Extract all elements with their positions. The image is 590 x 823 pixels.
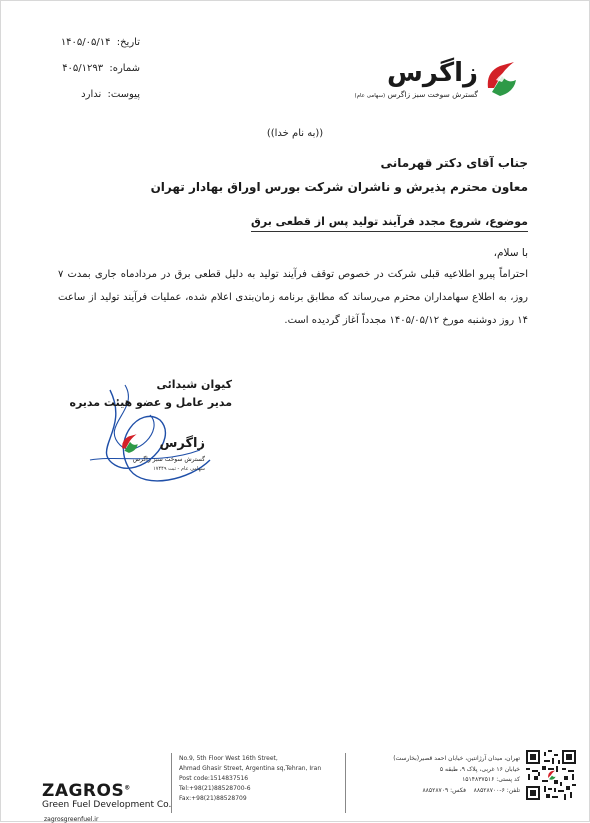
address-fa-line xyxy=(393,786,520,797)
stamp-logo-icon xyxy=(120,432,140,454)
address-fa-phone: تلفن: ۶-۸۸۵۲۸۷۰۰ xyxy=(473,786,520,794)
basmala: ((به نام خدا)) xyxy=(266,128,324,139)
recipient-name: جناب آقای دکتر قهرمانی xyxy=(380,156,528,170)
address-fa-line: خیابان ۱۶ غربی، پلاک ۹، طبقه ۵ xyxy=(439,765,520,773)
footer-address-fa xyxy=(393,754,520,796)
number-row xyxy=(50,56,140,82)
date-label: تاریخ: xyxy=(116,37,140,48)
footer-divider xyxy=(171,753,172,813)
address-en-line: Post code:1514837516 xyxy=(179,775,249,782)
stamp-brand: زاگرس xyxy=(159,436,205,451)
body-paragraph: احتراماً پیرو اطلاعیه قبلی شرکت در خصوص توقف فرآیند تولید به دلیل قطعی برق در مردادماه جاری بمدت ۷ روز، به اطلاع سهامداران محترم می‌رساند که مطابق برنامه زمان‌بندی اعلام شده، عملیات فرآیند تولید از ساعت ۱۴ روز دوشنبه مورخ ۱۴۰۵/۰۵/۱۲ مجدداً آغاز گردیده است. xyxy=(58,269,528,326)
header-tagline-suffix: (سهامی عام) xyxy=(354,93,386,99)
letter-meta xyxy=(50,30,140,108)
stamp-tagline: گسترش سوخت سبز زاگرس xyxy=(132,456,205,463)
address-en-line: No.9, 5th Floor West 16th Street, xyxy=(179,755,278,762)
letter-subject: موضوع، شروع مجدد فرآیند تولید پس از قطعی برق xyxy=(251,215,528,232)
address-en-line: Fax:+98(21)88528709 xyxy=(179,795,247,802)
header-brand-name: زاگرس xyxy=(386,58,478,88)
qr-code-icon xyxy=(526,750,576,800)
number-label: شماره: xyxy=(109,63,140,74)
address-en-line: Tel:+98(21)88528700-6 xyxy=(179,785,251,792)
header-logo xyxy=(354,58,520,106)
footer-divider xyxy=(345,753,346,813)
address-fa-line: تهران، میدان آرژانتین، خیابان احمد قصیر(بخارست) xyxy=(393,755,520,762)
footer-company-name-text: ZAGROS xyxy=(42,781,125,801)
header-tagline xyxy=(354,90,478,99)
stamp-registration: سهامی عام - ثبت ۱۷۴۴۹ xyxy=(153,466,205,472)
recipient-title: معاون محترم پذیرش و ناشران شرکت بورس اوراق بهادار تهران xyxy=(150,180,528,194)
signature-block xyxy=(70,370,250,500)
attachment-row xyxy=(50,82,140,108)
footer-address-en xyxy=(179,754,321,804)
signatory-title: مدیر عامل و عضو هیئت مدیره xyxy=(69,396,232,409)
address-fa-line: کد پستی: ۱۵۱۴۸۳۷۵۱۶ xyxy=(462,776,520,783)
number-value: ۴۰۵/۱۲۹۳ xyxy=(62,63,104,74)
header-tagline-text: گسترش سوخت سبز زاگرس xyxy=(387,90,478,99)
letter-footer xyxy=(0,745,590,822)
footer-company-name xyxy=(42,781,171,801)
signatory-name: کیوان شیدائی xyxy=(156,378,232,391)
date-value: ۱۴۰۵/۰۵/۱۴ xyxy=(60,37,111,48)
attachment-value: ندارد xyxy=(81,89,102,100)
address-fa-fax: فکس: ۸۸۵۲۸۷۰۹ xyxy=(422,786,466,794)
address-en-line: Ahmad Ghasir Street, Argentina sq,Tehran, Iran xyxy=(179,765,322,772)
footer-company-sub: Green Fuel Development Co. xyxy=(42,800,172,810)
footer-logo xyxy=(42,781,172,823)
zagros-logo-icon xyxy=(484,58,520,98)
footer-website: zagrosgreenfuel.ir xyxy=(44,816,99,823)
company-stamp xyxy=(120,430,205,486)
registered-mark-icon: ® xyxy=(124,784,131,792)
attachment-label: پیوست: xyxy=(107,89,140,100)
greeting: با سلام، xyxy=(493,247,528,259)
date-row xyxy=(50,30,140,56)
